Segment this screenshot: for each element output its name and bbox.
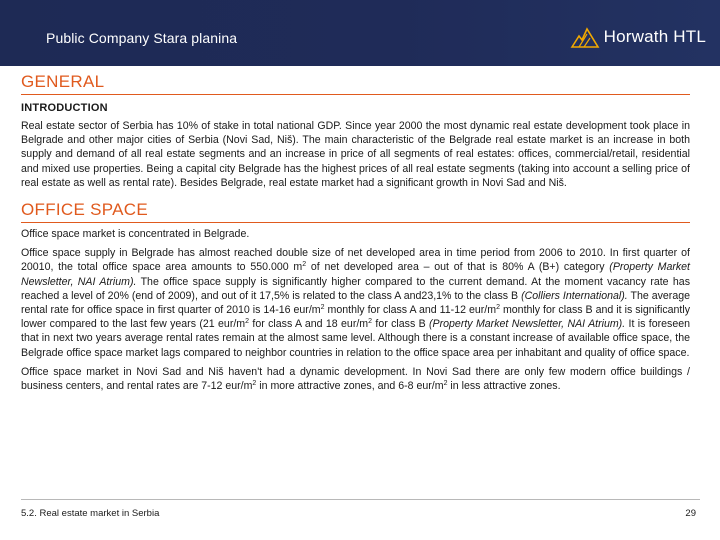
office-space-heading: OFFICE SPACE	[21, 200, 690, 223]
header-title: Public Company Stara planina	[46, 30, 238, 46]
header-banner	[0, 0, 720, 66]
horwath-mountain-icon	[570, 26, 600, 48]
general-heading: GENERAL	[21, 72, 690, 95]
page-number: 29	[685, 508, 696, 519]
footer-section-label: 5.2. Real estate market in Serbia	[21, 508, 160, 519]
footer-divider	[21, 499, 700, 500]
office-novi-sad-nis-paragraph: Office space market in Novi Sad and Niš haven't had a dynamic development. In Novi Sad there are only few modern office buildings / business centers, and rental rates are 7-12 eur/$m^2$ in more attractive zones, and 6-8 eur/$m^2$ in less attractive zones.	[21, 365, 690, 393]
logo-text: Horwath HTL	[603, 27, 706, 46]
general-paragraph: Real estate sector of Serbia has 10% of stake in total national GDP. Since year 2000 the most dynamic real estate development took place in Belgrade and other major cities of Serbia (Novi Sad, Niš). The main characteristic of the Belgrade real estate market is an increase in both supply and demand of all real estate segments and an increase in price of all segments of real estates: offices, commercial/retail, residential and mixed use properties. Being a capital city Belgrade has the highest prices of all real estate segments (taking into account a selling price of real estate as well as rental rate). Besides Belgrade, real estate market had a significant growth in Novi Sad and Niš.	[21, 120, 690, 189]
page-content	[21, 72, 690, 393]
logo	[570, 24, 706, 50]
office-intro-paragraph: Office space market is concentrated in Belgrade.	[21, 228, 250, 241]
office-supply-paragraph: Office space supply in Belgrade has almost reached double size of net developed area in time period from 2006 to 2010. In first quarter of 20010, the total office space area amounts to 550.000 $m^2$ of net developed area – out of that is 80% A (B+) category (Property Market Newsletter, NAI Atrium). The office space supply is significantly higher compared to the current demand. At the moment vacancy rate has reached a level of 20% (end of 2009), and out of it 17,5% is related to the class A and23,1% to the class B (Colliers International). The average rental rate for office space in first quarter of 2010 is 14-16 eur/$m^2$ monthly for class A and 11-12 eur/$m^2$ monthly for class B and it is significantly lower compared to the last few years (21 eur/$m^2$ for class A and 18 eur/$m^2$ for class B (Property Market Newsletter, NAI Atrium). It is foreseen that in next two years average rental rates remain at the almost same level. Although there is a constant increase of available office space, the Belgrade office space market lags compared to neighbor countries in relation to the office space area per inhabitant and quality of office space.	[21, 247, 691, 359]
introduction-subheading: INTRODUCTION	[21, 102, 108, 114]
